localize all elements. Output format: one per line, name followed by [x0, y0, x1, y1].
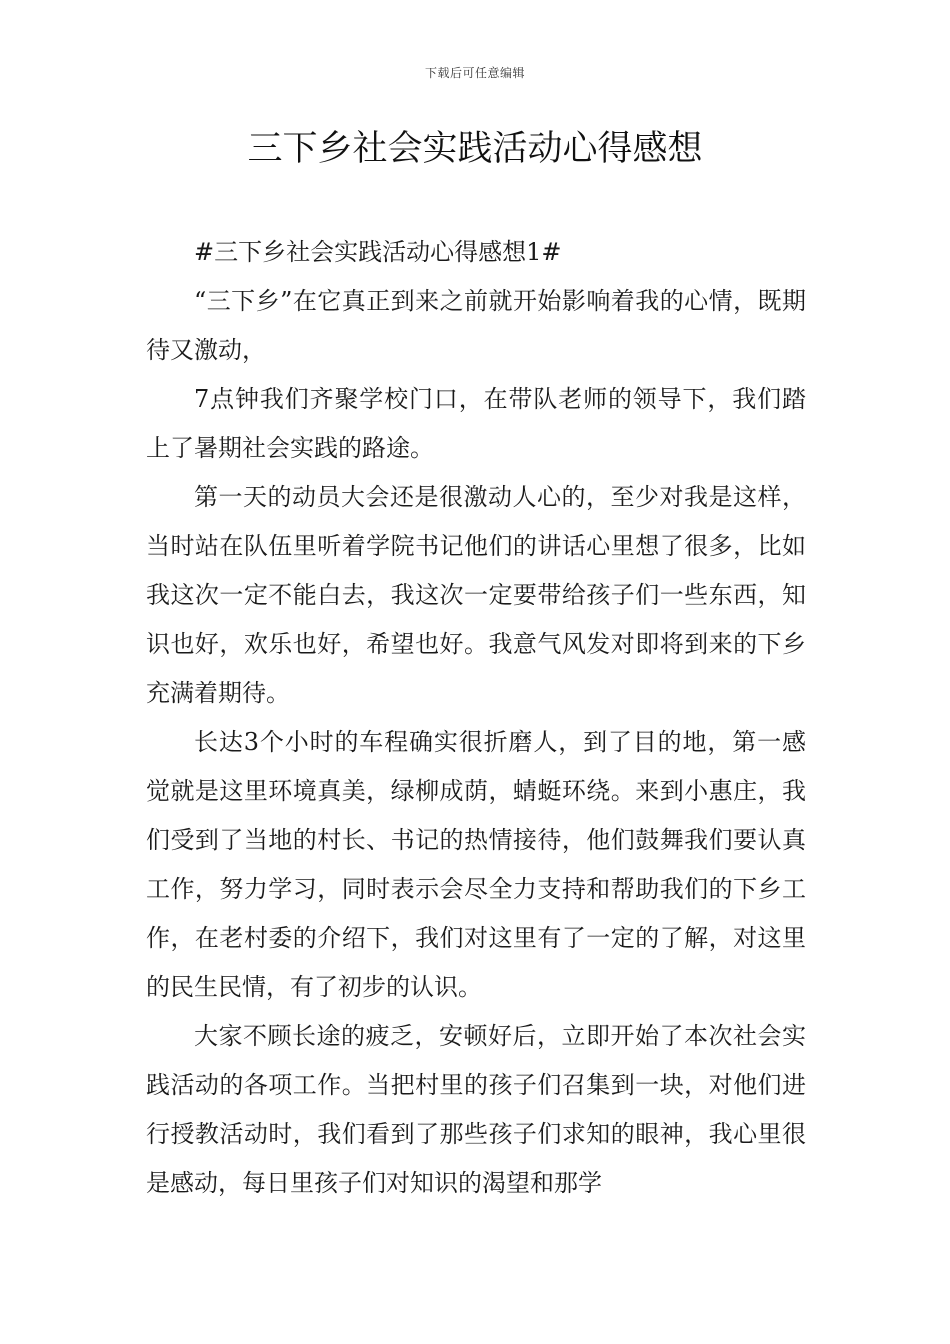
- paragraph: 大家不顾长途的疲乏，安顿好后，立即开始了本次社会实践活动的各项工作。当把村里的孩子们召集到一块，对他们进行授教活动时，我们看到了那些孩子们求知的眼神，我心里很是感动，每日里孩子们对知识的渴望和那学: [146, 1022, 806, 1197]
- paragraph: 长达3个小时的车程确实很折磨人，到了目的地，第一感觉就是这里环境真美，绿柳成荫，蜻蜓环绕。来到小惠庄，我们受到了当地的村长、书记的热情接待，他们鼓舞我们要认真工作，努力学习，同时表示会尽全力支持和帮助我们的下乡工作，在老村委的介绍下，我们对这里有了一定的了解，对这里的民生民情，有了初步的认识。: [146, 728, 806, 1001]
- paragraph: 7点钟我们齐聚学校门口，在带队老师的领导下，我们踏上了暑期社会实践的路途。: [146, 385, 806, 462]
- paragraph: 第一天的动员大会还是很激动人心的，至少对我是这样，当时站在队伍里听着学院书记他们的讲话心里想了很多，比如我这次一定不能白去，我这次一定要带给孩子们一些东西，知识也好，欢乐也好，希望也好。我意气风发对即将到来的下乡充满着期待。: [146, 483, 806, 707]
- document-title: 三下乡社会实践活动心得感想: [247, 129, 703, 169]
- paragraph: “三下乡”在它真正到来之前就开始影响着我的心情，既期待又激动，: [146, 287, 806, 364]
- section-heading: #三下乡社会实践活动心得感想1#: [194, 238, 562, 266]
- header-note: 下载后可任意编辑: [424, 66, 525, 80]
- document-body: [146, 228, 806, 1208]
